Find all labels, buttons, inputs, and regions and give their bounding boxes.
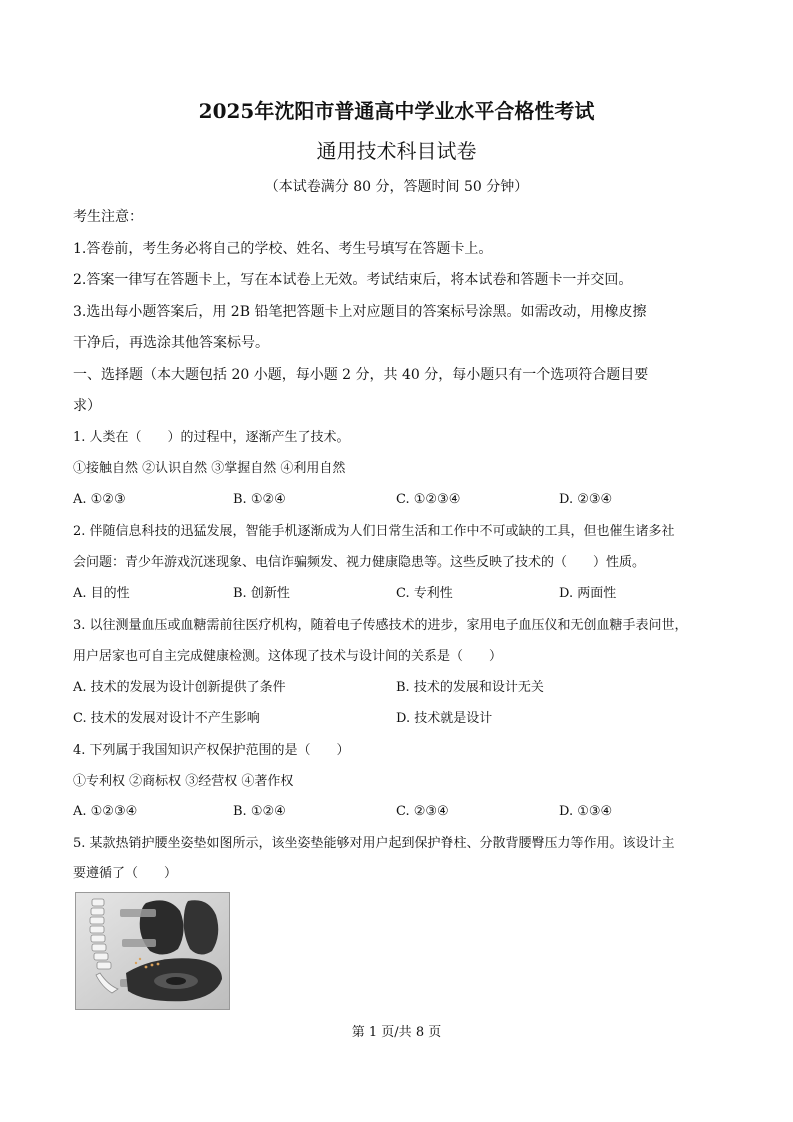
exam-title: 2025年沈阳市普通高中学业水平合格性考试 [198, 99, 595, 123]
page-number: 第 1 页/共 8 页 [351, 1025, 442, 1040]
exam-info: （本试卷满分 80 分，答题时间 50 分钟） [264, 179, 529, 195]
question-5-stem: 5. 某款热销护腰坐姿垫如图所示，该坐姿垫能够对用户起到保护脊柱、分散背腰臀压力等作用。该设计主 [73, 836, 675, 851]
question-5-stem-cont: 要遵循了（ ） [73, 866, 178, 881]
question-3-option-b: B. 技术的发展和设计无关 [396, 680, 544, 695]
exam-subject: 通用技术科目试卷 [316, 139, 477, 163]
question-4-option-b: B. ①②④ [233, 804, 286, 819]
question-3-option-a: A. 技术的发展为设计创新提供了条件 [73, 680, 286, 695]
seat-cushion-image [75, 892, 230, 1010]
notice-item: 1.答卷前，考生务必将自己的学校、姓名、考生号填写在答题卡上。 [73, 241, 493, 257]
notice-heading: 考生注意： [73, 209, 143, 225]
question-2-option-c: C. 专利性 [396, 586, 453, 601]
question-1-option-a: A. ①②③ [73, 492, 126, 507]
seat-cushion-illustration [76, 893, 229, 1009]
section-heading-cont: 求） [73, 398, 101, 414]
notice-item: 3.选出每小题答案后，用 2B 铅笔把答题卡上对应题目的答案标号涂黑。如需改动，用橡皮擦 [73, 304, 647, 320]
notice-item: 2.答案一律写在答题卡上，写在本试卷上无效。考试结束后，将本试卷和答题卡一并交回。 [73, 272, 633, 288]
question-1-stem: 1. 人类在（ ）的过程中，逐渐产生了技术。 [73, 430, 350, 445]
question-4-option-a: A. ①②③④ [73, 804, 138, 819]
question-2-option-b: B. 创新性 [233, 586, 290, 601]
question-1-option-b: B. ①②④ [233, 492, 286, 507]
question-4-option-c: C. ②③④ [396, 804, 449, 819]
section-heading: 一、选择题（本大题包括 20 小题，每小题 2 分，共 40 分，每小题只有一个选项符合题目要 [73, 367, 649, 383]
question-2-option-a: A. 目的性 [73, 586, 130, 601]
question-3-option-c: C. 技术的发展对设计不产生影响 [73, 711, 260, 726]
question-3-option-d: D. 技术就是设计 [396, 711, 493, 726]
question-2-option-d: D. 两面性 [559, 586, 617, 601]
question-3-stem: 3. 以往测量血压或血糖需前往医疗机构，随着电子传感技术的进步，家用电子血压仪和无创血糖手表问世， [73, 618, 688, 633]
question-1-note: ①接触自然 ②认识自然 ③掌握自然 ④利用自然 [73, 461, 346, 476]
question-1-option-d: D. ②③④ [559, 492, 613, 507]
question-3-stem-cont: 用户居家也可自主完成健康检测。这体现了技术与设计间的关系是（ ） [73, 649, 503, 664]
question-4-note: ①专利权 ②商标权 ③经营权 ④著作权 [73, 774, 294, 789]
question-2-stem: 2. 伴随信息科技的迅猛发展，智能手机逐渐成为人们日常生活和工作中不可或缺的工具，但也催生诸多社 [73, 524, 675, 539]
question-2-stem-cont: 会问题：青少年游戏沉迷现象、电信诈骗频发、视力健康隐患等。这些反映了技术的（ ）性质。 [73, 555, 646, 570]
question-4-stem: 4. 下列属于我国知识产权保护范围的是（ ） [73, 743, 350, 758]
question-1-option-c: C. ①②③④ [396, 492, 461, 507]
question-4-option-d: D. ①③④ [559, 804, 613, 819]
notice-item: 干净后，再选涂其他答案标号。 [73, 335, 269, 351]
